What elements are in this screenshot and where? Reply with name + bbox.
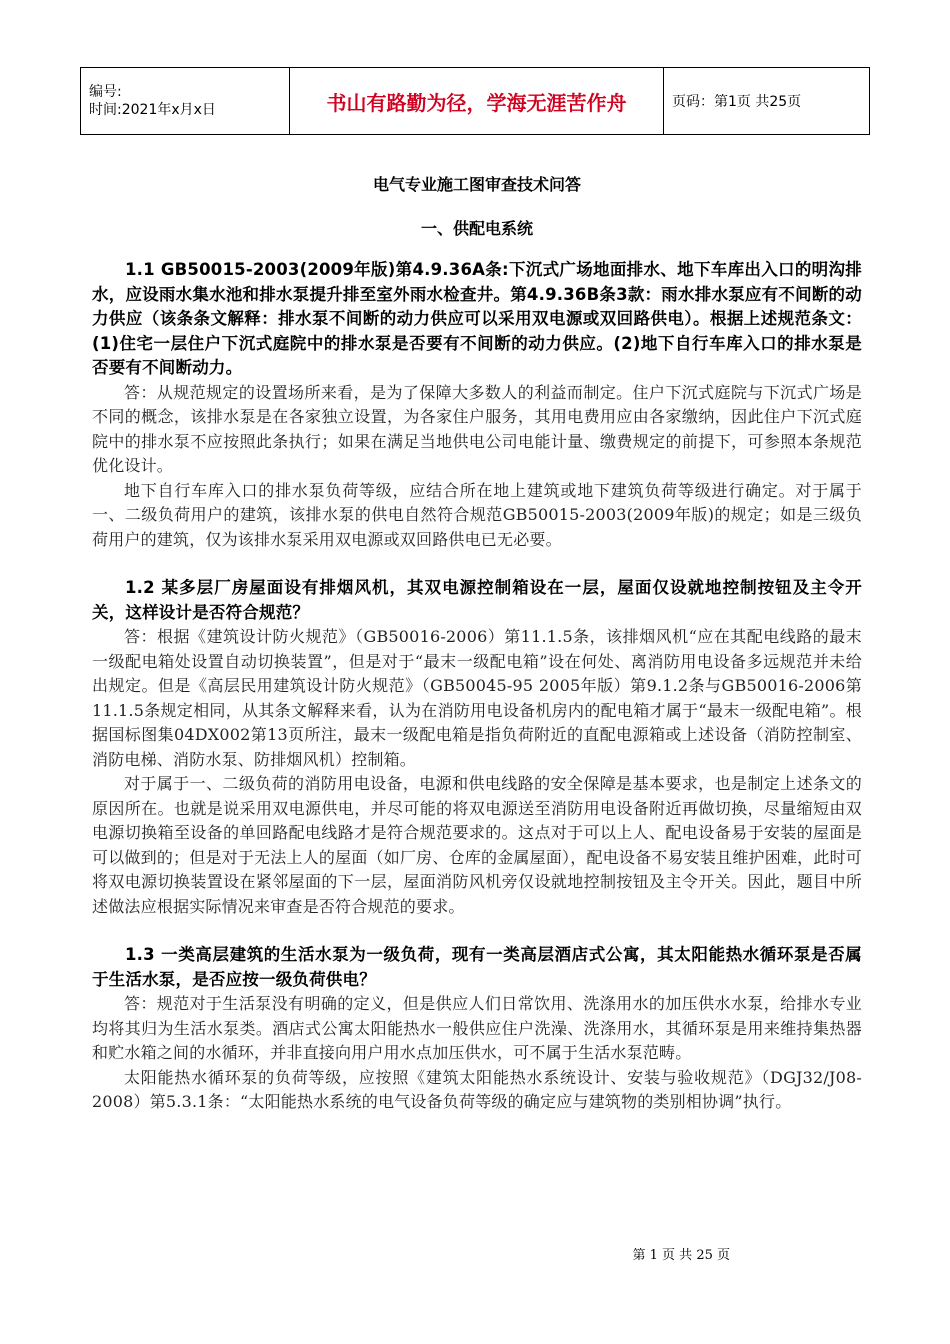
answer-1-3-paragraph-2: 太阳能热水循环泵的负荷等级，应按照《建筑太阳能热水系统设计、安装与验收规范》（DGJ32/J08-2008）第5.3.1条：“太阳能热水系统的电气设备负荷等级的确定应与建筑物的类别相协调”执行。 xyxy=(92,1067,862,1111)
document-date: 时间:2021年x月x日 xyxy=(89,102,216,118)
header-motto: 书山有路勤为径，学海无涯苦作舟 xyxy=(290,68,664,135)
section-title: 一、供配电系统 xyxy=(420,219,533,238)
document-header xyxy=(80,67,870,135)
question-1-3: 1.3 一类高层建筑的生活水泵为一级负荷，现有一类高层酒店式公寓，其太阳能热水循环泵是否属于生活水泵，是否应按一级负荷供电？ xyxy=(92,945,862,989)
answer-1-3-paragraph-1: 答：规范对于生活泵没有明确的定义，但是供应人们日常饮用、洗涤用水的加压供水水泵，给排水专业均将其归为生活水泵类。酒店式公寓太阳能热水一般供应住户洗澡、洗涤用水，其循环泵是用来维持集热器和贮水箱之间的水循环，并非直接向用户用水点加压供水，可不属于生活水泵范畴。 xyxy=(92,994,862,1062)
document-body xyxy=(92,170,862,1115)
document-title: 电气专业施工图审查技术问答 xyxy=(372,175,581,194)
question-1-2: 1.2 某多层厂房屋面设有排烟风机，其双电源控制箱设在一层，屋面仅设就地控制按钮及主令开关，这样设计是否符合规范？ xyxy=(92,578,862,622)
answer-1-1-paragraph-2: 地下自行车库入口的排水泵负荷等级，应结合所在地上建筑或地下建筑负荷等级进行确定。对于属于一、二级负荷用户的建筑，该排水泵的供电自然符合规范GB50015-2003(2009年版)的规定；如是三级负荷用户的建筑，仅为该排水泵采用双电源或双回路供电已无必要。 xyxy=(92,480,862,549)
answer-1-2-paragraph-1: 答：根据《建筑设计防火规范》（GB50016-2006）第11.1.5条，该排烟风机“应在其配电线路的最末一级配电箱处设置自动切换装置”，但是对于“最末一级配电箱”设在何处、离消防用电设备多远规范并未给出规定。但是《高层民用建筑设计防火规范》（GB50045-95 2005年版）第9.1.2条与GB50016-2006第11.1.5条规定相同，从其条文解释来看，认为在消防用电设备机房内的配电箱才属于“最末一级配电箱”。根据国标图集04DX002第13页所注，最末一级配电箱是指负荷附近的直配电源箱或上述设备（消防控制室、消防电梯、消防水泵、防排烟风机）控制箱。 xyxy=(92,627,862,769)
answer-1-2-paragraph-2: 对于属于一、二级负荷的消防用电设备，电源和供电线路的安全保障是基本要求，也是制定上述条文的原因所在。也就是说采用双电源供电，并尽可能的将双电源送至消防用电设备附近再做切换，尽量缩短由双电源切换箱至设备的单回路配电线路才是符合规范要求的。这点对于可以上人、配电设备易于安装的屋面是可以做到的；但是对于无法上人的屋面（如厂房、仓库的金属屋面），配电设备不易安装且维护困难，此时可将双电源切换装置设在紧邻屋面的下一层，屋面消防风机旁仅设就地控制按钮及主令开关。因此，题目中所述做法应根据实际情况来审查是否符合规范的要求。 xyxy=(92,774,862,916)
question-1-1: 1.1 GB50015-2003(2009年版)第4.9.36A条:下沉式广场地面排水、地下车库出入口的明沟排水，应设雨水集水池和排水泵提升排至室外雨水检查井。第4.9.36B条3款：雨水排水泵应有不间断的动力供应（该条条文解释：排水泵不间断的动力供应可以采用双电源或双回路供电）。根据上述规范条文：(1)住宅一层住户下沉式庭院中的排水泵是否要有不间断的动力供应。(2)地下自行车库入口的排水泵是否要有不间断动力。 xyxy=(92,260,862,377)
footer-page-number: 第 1 页 共 25 页 xyxy=(632,1248,730,1263)
answer-1-1-paragraph-1: 答：从规范规定的设置场所来看，是为了保障大多数人的利益而制定。住户下沉式庭院与下沉式广场是不同的概念，该排水泵是在各家独立设置，为各家住户服务，其用电费用应由各家缴纳，因此住户下沉式庭院中的排水泵不应按照此条执行；如果在满足当地供电公司电能计量、缴费规定的前提下，可参照本条规范优化设计。 xyxy=(92,382,862,475)
header-meta xyxy=(81,68,290,135)
document-number-label: 编号: xyxy=(89,84,122,100)
header-page-info: 页码：第1页 共25页 xyxy=(664,68,870,135)
